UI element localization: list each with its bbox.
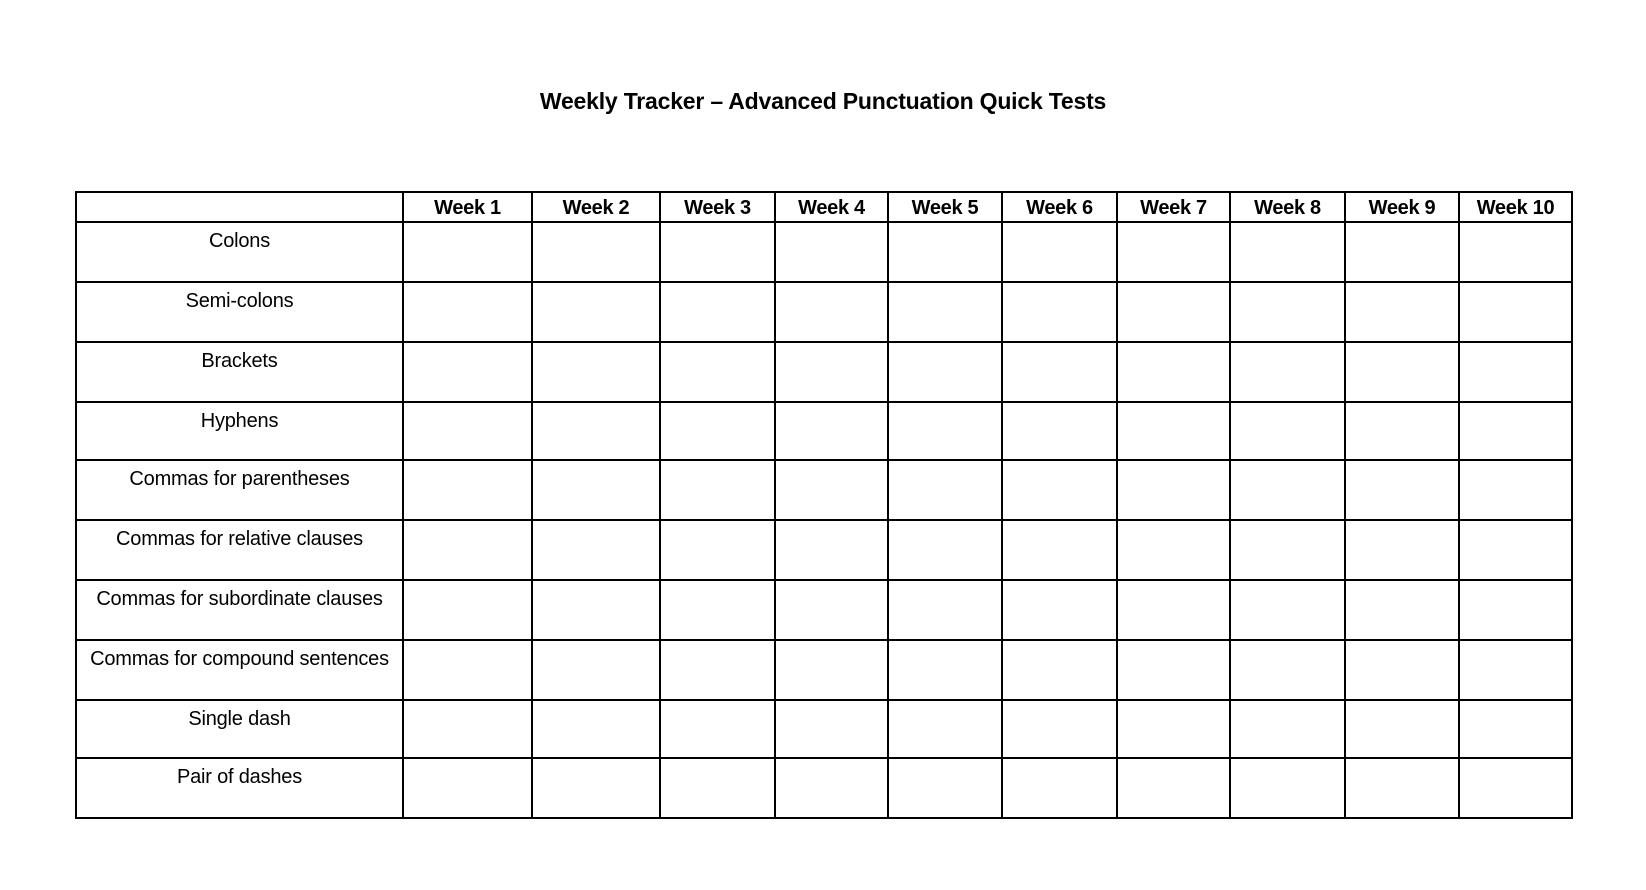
score-cell[interactable] bbox=[775, 640, 888, 700]
table-row bbox=[76, 342, 1572, 402]
score-cell[interactable] bbox=[1345, 282, 1459, 342]
score-cell[interactable] bbox=[532, 282, 660, 342]
score-cell[interactable] bbox=[1345, 342, 1459, 402]
score-cell[interactable] bbox=[1459, 580, 1572, 640]
score-cell[interactable] bbox=[403, 758, 532, 818]
score-cell[interactable] bbox=[660, 460, 775, 520]
score-cell[interactable] bbox=[1117, 758, 1230, 818]
score-cell[interactable] bbox=[1459, 520, 1572, 580]
week-header: Week 7 bbox=[1117, 192, 1230, 222]
score-cell[interactable] bbox=[660, 402, 775, 460]
corner-cell bbox=[76, 192, 403, 222]
table-row bbox=[76, 640, 1572, 700]
score-cell[interactable] bbox=[1345, 640, 1459, 700]
score-cell[interactable] bbox=[403, 520, 532, 580]
table-row bbox=[76, 700, 1572, 758]
score-cell[interactable] bbox=[775, 580, 888, 640]
score-cell[interactable] bbox=[1117, 342, 1230, 402]
score-cell[interactable] bbox=[1459, 700, 1572, 758]
week-header: Week 6 bbox=[1002, 192, 1117, 222]
score-cell[interactable] bbox=[1459, 460, 1572, 520]
score-cell[interactable] bbox=[1002, 580, 1117, 640]
score-cell[interactable] bbox=[1002, 460, 1117, 520]
header-row bbox=[76, 192, 1572, 222]
week-header: Week 1 bbox=[403, 192, 532, 222]
score-cell[interactable] bbox=[1459, 282, 1572, 342]
score-cell[interactable] bbox=[1117, 460, 1230, 520]
score-cell[interactable] bbox=[532, 520, 660, 580]
row-label: Brackets bbox=[76, 342, 403, 402]
score-cell[interactable] bbox=[1459, 640, 1572, 700]
week-header: Week 5 bbox=[888, 192, 1002, 222]
score-cell[interactable] bbox=[1230, 580, 1345, 640]
score-cell[interactable] bbox=[532, 580, 660, 640]
score-cell[interactable] bbox=[403, 640, 532, 700]
score-cell[interactable] bbox=[888, 580, 1002, 640]
score-cell[interactable] bbox=[532, 402, 660, 460]
score-cell[interactable] bbox=[660, 222, 775, 282]
score-cell[interactable] bbox=[660, 700, 775, 758]
week-header: Week 4 bbox=[775, 192, 888, 222]
score-cell[interactable] bbox=[403, 700, 532, 758]
score-cell[interactable] bbox=[1002, 520, 1117, 580]
score-cell[interactable] bbox=[660, 520, 775, 580]
score-cell[interactable] bbox=[660, 640, 775, 700]
score-cell[interactable] bbox=[1345, 520, 1459, 580]
score-cell[interactable] bbox=[403, 342, 532, 402]
score-cell[interactable] bbox=[1345, 758, 1459, 818]
score-cell[interactable] bbox=[1345, 460, 1459, 520]
score-cell[interactable] bbox=[403, 460, 532, 520]
document-title: Weekly Tracker – Advanced Punctuation Quick Tests bbox=[539, 88, 1107, 114]
score-cell[interactable] bbox=[1117, 640, 1230, 700]
score-cell[interactable] bbox=[1002, 342, 1117, 402]
row-label: Commas for compound sentences bbox=[76, 640, 403, 700]
score-cell[interactable] bbox=[1459, 222, 1572, 282]
week-header: Week 9 bbox=[1345, 192, 1459, 222]
score-cell[interactable] bbox=[660, 580, 775, 640]
score-cell[interactable] bbox=[660, 758, 775, 818]
score-cell[interactable] bbox=[888, 640, 1002, 700]
week-header: Week 3 bbox=[660, 192, 775, 222]
score-cell[interactable] bbox=[403, 222, 532, 282]
score-cell[interactable] bbox=[775, 402, 888, 460]
score-cell[interactable] bbox=[888, 520, 1002, 580]
table-row bbox=[76, 402, 1572, 460]
week-header: Week 10 bbox=[1459, 192, 1572, 222]
score-cell[interactable] bbox=[1345, 580, 1459, 640]
score-cell[interactable] bbox=[403, 402, 532, 460]
score-cell[interactable] bbox=[1117, 222, 1230, 282]
row-label: Hyphens bbox=[76, 402, 403, 460]
week-header: Week 2 bbox=[532, 192, 660, 222]
score-cell[interactable] bbox=[888, 758, 1002, 818]
row-label: Colons bbox=[76, 222, 403, 282]
row-label: Semi-colons bbox=[76, 282, 403, 342]
score-cell[interactable] bbox=[775, 758, 888, 818]
tracker-body bbox=[76, 222, 1572, 818]
row-label: Single dash bbox=[76, 700, 403, 758]
score-cell[interactable] bbox=[775, 222, 888, 282]
score-cell[interactable] bbox=[1230, 700, 1345, 758]
score-cell[interactable] bbox=[532, 700, 660, 758]
score-cell[interactable] bbox=[888, 342, 1002, 402]
score-cell[interactable] bbox=[1230, 402, 1345, 460]
score-cell[interactable] bbox=[532, 758, 660, 818]
score-cell[interactable] bbox=[888, 402, 1002, 460]
score-cell[interactable] bbox=[1117, 700, 1230, 758]
score-cell[interactable] bbox=[888, 700, 1002, 758]
score-cell[interactable] bbox=[1117, 282, 1230, 342]
score-cell[interactable] bbox=[1002, 700, 1117, 758]
score-cell[interactable] bbox=[1002, 282, 1117, 342]
row-label: Commas for subordinate clauses bbox=[76, 580, 403, 640]
score-cell[interactable] bbox=[532, 640, 660, 700]
weekly-tracker-table bbox=[75, 191, 1573, 819]
score-cell[interactable] bbox=[775, 282, 888, 342]
row-label: Commas for relative clauses bbox=[76, 520, 403, 580]
score-cell[interactable] bbox=[1002, 222, 1117, 282]
score-cell[interactable] bbox=[1002, 402, 1117, 460]
score-cell[interactable] bbox=[888, 222, 1002, 282]
score-cell[interactable] bbox=[1459, 402, 1572, 460]
score-cell[interactable] bbox=[1117, 520, 1230, 580]
score-cell[interactable] bbox=[1345, 222, 1459, 282]
score-cell[interactable] bbox=[660, 282, 775, 342]
score-cell[interactable] bbox=[775, 520, 888, 580]
score-cell[interactable] bbox=[888, 282, 1002, 342]
row-label: Commas for parentheses bbox=[76, 460, 403, 520]
table-row bbox=[76, 758, 1572, 818]
score-cell[interactable] bbox=[1230, 520, 1345, 580]
score-cell[interactable] bbox=[532, 342, 660, 402]
score-cell[interactable] bbox=[775, 342, 888, 402]
score-cell[interactable] bbox=[1117, 402, 1230, 460]
week-header: Week 8 bbox=[1230, 192, 1345, 222]
score-cell[interactable] bbox=[1230, 222, 1345, 282]
table-row bbox=[76, 222, 1572, 282]
score-cell[interactable] bbox=[1459, 758, 1572, 818]
score-cell[interactable] bbox=[1002, 640, 1117, 700]
score-cell[interactable] bbox=[1230, 342, 1345, 402]
score-cell[interactable] bbox=[1117, 580, 1230, 640]
score-cell[interactable] bbox=[1345, 402, 1459, 460]
score-cell[interactable] bbox=[1459, 342, 1572, 402]
score-cell[interactable] bbox=[1002, 758, 1117, 818]
score-cell[interactable] bbox=[403, 282, 532, 342]
score-cell[interactable] bbox=[1345, 700, 1459, 758]
score-cell[interactable] bbox=[1230, 460, 1345, 520]
score-cell[interactable] bbox=[532, 222, 660, 282]
score-cell[interactable] bbox=[775, 700, 888, 758]
row-label: Pair of dashes bbox=[76, 758, 403, 818]
score-cell[interactable] bbox=[1230, 640, 1345, 700]
score-cell[interactable] bbox=[888, 460, 1002, 520]
table-row bbox=[76, 460, 1572, 520]
score-cell[interactable] bbox=[1230, 282, 1345, 342]
table-row bbox=[76, 520, 1572, 580]
score-cell[interactable] bbox=[775, 460, 888, 520]
score-cell[interactable] bbox=[532, 460, 660, 520]
score-cell[interactable] bbox=[1230, 758, 1345, 818]
score-cell[interactable] bbox=[660, 342, 775, 402]
table-row bbox=[76, 282, 1572, 342]
table-row bbox=[76, 580, 1572, 640]
score-cell[interactable] bbox=[403, 580, 532, 640]
